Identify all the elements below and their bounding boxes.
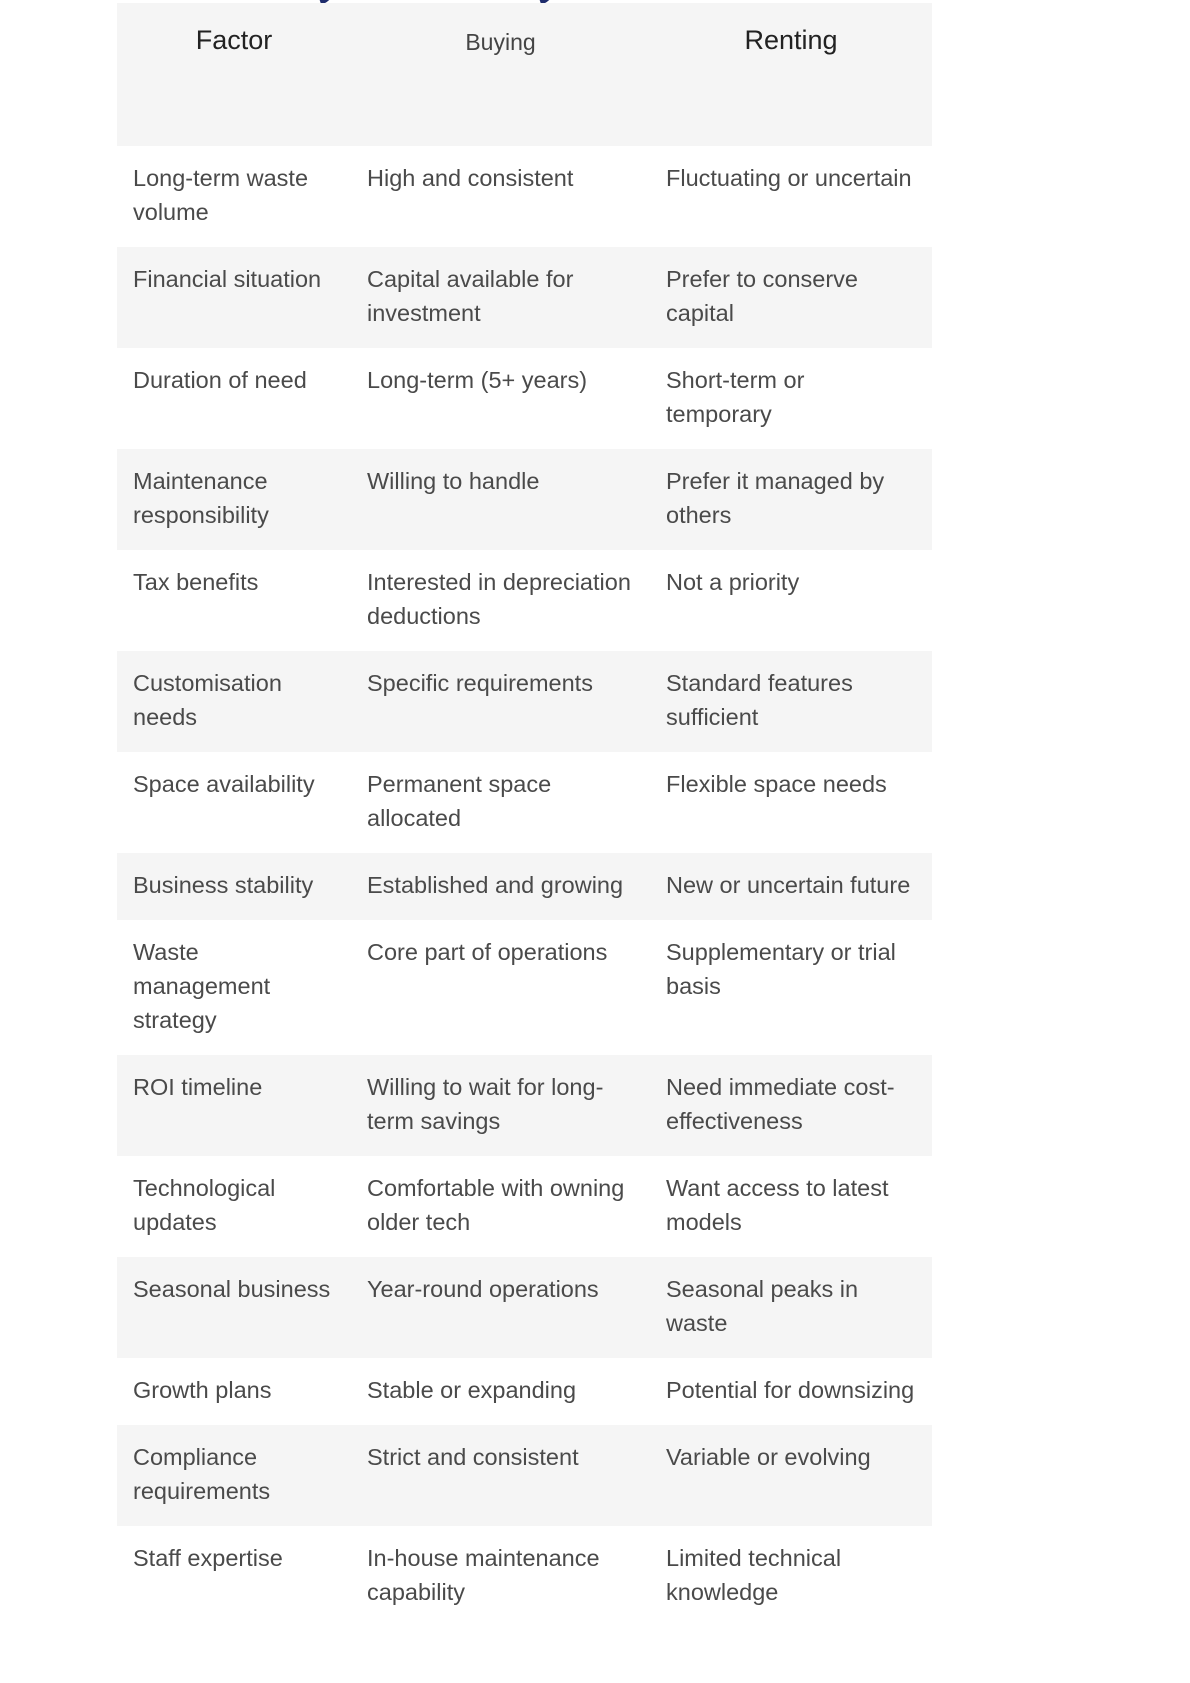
cell-renting: Not a priority <box>666 569 800 595</box>
cell-buying: Permanent space allocated <box>367 771 552 831</box>
cell-buying: Comfortable with owning older tech <box>367 1175 625 1235</box>
table-row <box>117 247 932 348</box>
cell-factor: Tax benefits <box>133 569 259 595</box>
header-factor: Factor <box>195 25 273 55</box>
cell-buying: Specific requirements <box>367 670 593 696</box>
cell-factor: Compliance requirements <box>133 1444 271 1504</box>
cell-buying: Core part of operations <box>367 939 608 965</box>
cell-renting: New or uncertain future <box>666 872 911 898</box>
cell-buying: Willing to handle <box>367 468 540 494</box>
cell-renting: Prefer to conserve capital <box>666 266 859 326</box>
table-row <box>117 1156 932 1257</box>
cell-factor: Maintenance responsibility <box>133 468 269 528</box>
table-row <box>117 348 932 449</box>
cell-renting: Potential for downsizing <box>666 1377 915 1403</box>
cell-buying: Strict and consistent <box>367 1444 579 1470</box>
table-row <box>117 1257 932 1358</box>
cell-renting: Standard features sufficient <box>666 670 853 730</box>
table-row <box>117 752 932 853</box>
table-header <box>117 3 932 146</box>
table-row <box>117 853 932 920</box>
cell-buying: Stable or expanding <box>367 1377 577 1403</box>
cell-buying: High and consistent <box>367 165 574 191</box>
cell-buying: Willing to wait for long-term savings <box>367 1074 604 1134</box>
cell-buying: Established and growing <box>367 872 624 898</box>
cell-factor: Technological updates <box>133 1175 276 1235</box>
table-row <box>117 1358 932 1425</box>
table-row <box>117 1526 932 1627</box>
table-row <box>117 1055 932 1156</box>
table-row <box>117 651 932 752</box>
cell-renting: Variable or evolving <box>666 1444 871 1470</box>
table-row <box>117 449 932 550</box>
cell-factor: Seasonal business <box>133 1276 331 1302</box>
table-body <box>117 146 932 1627</box>
cell-buying: In-house maintenance capability <box>367 1545 600 1605</box>
cell-factor: Business stability <box>133 872 314 898</box>
cell-renting: Need immediate cost-effectiveness <box>666 1074 895 1134</box>
cell-factor: Growth plans <box>133 1377 272 1403</box>
comparison-table <box>117 3 932 1627</box>
header-buying: Buying <box>465 29 536 55</box>
cell-factor: Duration of need <box>133 367 307 393</box>
cell-renting: Fluctuating or uncertain <box>666 165 912 191</box>
cell-buying: Interested in depreciation deductions <box>367 569 631 629</box>
cell-factor: Customisation needs <box>133 670 282 730</box>
table-row <box>117 1425 932 1526</box>
cell-renting: Supplementary or trial basis <box>666 939 896 999</box>
cell-factor: Financial situation <box>133 266 322 292</box>
cell-renting: Want access to latest models <box>666 1175 889 1235</box>
table-row <box>117 550 932 651</box>
cell-factor: Staff expertise <box>133 1545 283 1571</box>
cell-renting: Flexible space needs <box>666 771 887 797</box>
cell-factor: Space availability <box>133 771 315 797</box>
header-renting: Renting <box>744 25 838 55</box>
cell-buying: Long-term (5+ years) <box>367 367 588 393</box>
cell-renting: Seasonal peaks in waste <box>666 1276 859 1336</box>
cell-renting: Limited technical knowledge <box>666 1545 842 1605</box>
cell-buying: Year-round operations <box>367 1276 599 1302</box>
cell-buying: Capital available for investment <box>367 266 574 326</box>
cell-factor: Waste management strategy <box>133 939 271 1033</box>
cell-factor: ROI timeline <box>133 1074 263 1100</box>
table-row <box>117 920 932 1055</box>
cell-renting: Prefer it managed by others <box>666 468 885 528</box>
cell-factor: Long-term waste volume <box>133 165 309 225</box>
table-row <box>117 146 932 247</box>
cell-renting: Short-term or temporary <box>666 367 805 427</box>
